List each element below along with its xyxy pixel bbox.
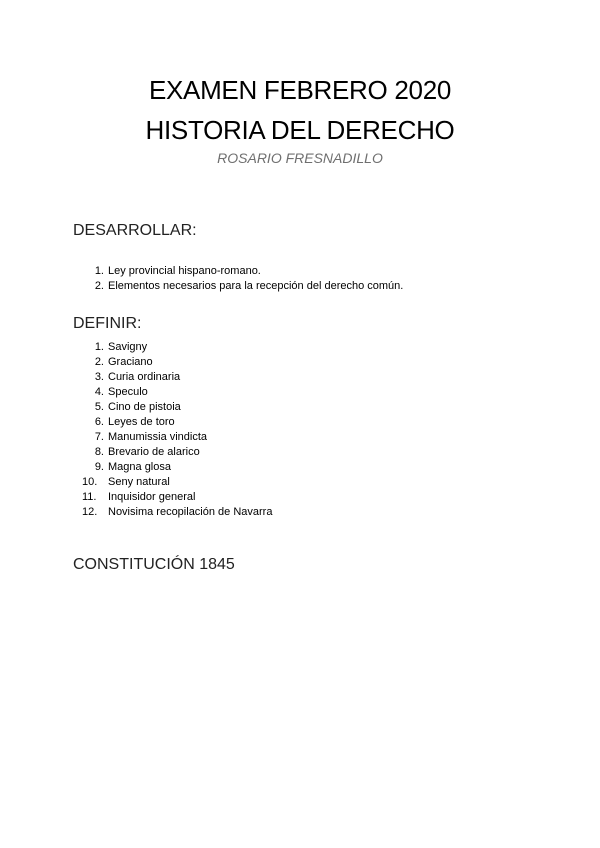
list-item (82, 505, 273, 520)
list-item (88, 279, 403, 294)
list-item-text: Graciano (108, 356, 153, 368)
list-item-number: 6. (94, 416, 104, 428)
section-heading-definir: DEFINIR: (73, 315, 142, 332)
section-heading-desarrollar: DESARROLLAR: (73, 222, 197, 239)
list-item-number: 12. (82, 506, 98, 518)
document-author: ROSARIO FRESNADILLO (217, 150, 383, 166)
list-item (88, 430, 272, 445)
list-item (82, 490, 272, 505)
definir-list (82, 340, 273, 520)
document-title-line-1: EXAMEN FEBRERO 2020 (148, 75, 452, 105)
list-item-text: Speculo (108, 386, 148, 398)
list-item-number: 2. (94, 280, 104, 292)
list-item-number: 4. (94, 386, 104, 398)
list-item-number: 9. (94, 461, 104, 473)
list-item (88, 370, 272, 385)
list-item-text: Novisima recopilación de Navarra (108, 506, 273, 518)
list-item (88, 385, 272, 400)
list-item-text: Magna glosa (108, 461, 171, 473)
list-item-number: 8. (94, 446, 104, 458)
list-item-number: 3. (94, 371, 104, 383)
section-heading-constitucion: CONSTITUCIÓN 1845 (73, 556, 235, 573)
list-item (88, 445, 272, 460)
list-item-text: Leyes de toro (108, 416, 175, 428)
list-item (88, 460, 272, 475)
list-item-text: Seny natural (108, 476, 170, 488)
list-item-text: Manumissia vindicta (108, 431, 208, 443)
list-item (88, 340, 272, 355)
list-item-number: 10. (82, 476, 98, 488)
list-item-text: Brevario de alarico (108, 446, 200, 458)
list-item-text: Curia ordinaria (108, 371, 181, 383)
list-item-text: Cino de pistoia (108, 401, 181, 413)
list-item-number: 5. (94, 401, 104, 413)
desarrollar-list (88, 264, 403, 294)
list-item (82, 475, 272, 490)
list-item-number: 7. (94, 431, 104, 443)
list-item (88, 264, 403, 279)
document-title-line-2: HISTORIA DEL DERECHO (145, 115, 455, 145)
list-item-text: Savigny (108, 341, 148, 353)
list-item-text: Ley provincial hispano-romano. (108, 265, 261, 277)
list-item-number: 1. (94, 265, 104, 277)
list-item-number: 2. (94, 356, 104, 368)
list-item-text: Inquisidor general (108, 491, 196, 503)
list-item-text: Elementos necesarios para la recepción del derecho común. (108, 280, 404, 292)
list-item (88, 415, 272, 430)
list-item (88, 355, 272, 370)
list-item-number: 11. (82, 491, 97, 503)
list-item-number: 1. (94, 341, 104, 353)
list-item (88, 400, 272, 415)
